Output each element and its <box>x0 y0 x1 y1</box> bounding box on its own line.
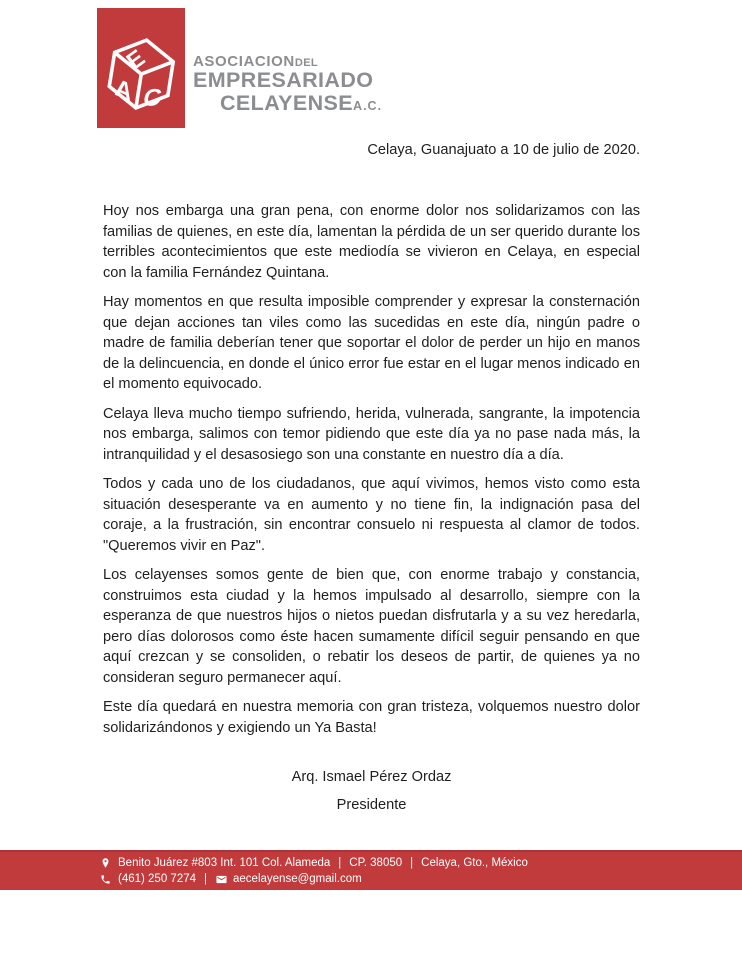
paragraph-5: Los celayenses somos gente de bien que, con enorme trabajo y constancia, construimos esta ciudad y la hemos impulsado al desarrollo, siempre con la esperanza de que nuestros hijos o nietos puedan disfrutarla y a su vez heredarla, pero días dolorosos como éste hacen sumamente difícil seguir pensando en que aquí crezcan y se consoliden, o rebatir los deseos de partir, de quienes ya no consideran seguro permanecer aquí. <box>103 567 640 686</box>
org-name-celayense: CELAYENSE <box>220 91 354 116</box>
footer-bar <box>0 850 742 890</box>
signature-title: Presidente <box>336 797 407 813</box>
location-pin-icon <box>100 856 111 870</box>
footer-phone: (461) 250 7274 <box>118 873 197 885</box>
separator: | <box>410 857 414 869</box>
cube-letter-top: E <box>121 44 150 75</box>
cube-letter-right: C <box>141 84 164 113</box>
footer-email: aecelayense@gmail.com <box>233 873 362 885</box>
cube-letter-left: A <box>113 73 134 108</box>
footer-address: Benito Juárez #803 Int. 101 Col. Alameda <box>118 857 331 869</box>
letter-body <box>103 201 640 747</box>
org-name-line3 <box>193 93 382 115</box>
footer-city: Celaya, Gto., México <box>421 857 528 869</box>
paragraph-4: Todos y cada uno de los ciudadanos, que aquí vivimos, hemos visto como esta situación desesperante va en aumento y no tiene fin, la indignación pasa del coraje, a la frustración, sin encontrar consuelo ni respuesta al clamor de todos. "Queremos vivir en Paz". <box>103 476 640 554</box>
signature-block <box>103 769 640 813</box>
footer-address-line <box>100 856 742 870</box>
date-line: Celaya, Guanajuato a 10 de julio de 2020. <box>367 142 640 158</box>
org-name <box>193 8 382 128</box>
separator: | <box>204 873 208 885</box>
org-name-line1 <box>193 54 382 69</box>
footer-contact-line <box>100 872 742 886</box>
org-name-del: DEL <box>294 57 319 69</box>
aec-cube-icon <box>102 31 180 117</box>
paragraph-6: Este día quedará en nuestra memoria con gran tristeza, volquemos nuestro dolor solidarizándonos y exigiendo un Ya Basta! <box>103 699 640 736</box>
phone-icon <box>100 874 111 885</box>
separator: | <box>338 857 342 869</box>
org-name-line2: EMPRESARIADO <box>193 68 374 93</box>
signature-name: Arq. Ismael Pérez Ordaz <box>291 769 452 785</box>
email-icon <box>215 874 228 885</box>
paragraph-1: Hoy nos embarga una gran pena, con enorme dolor nos solidarizamos con las familias de quienes, en este día, lamentan la pérdida de un ser querido durante los terribles acontecimientos que este mediodía se vivieron en Celaya, en especial con la familia Fernández Quintana. <box>103 203 640 281</box>
paragraph-3: Celaya lleva mucho tiempo sufriendo, herida, vulnerada, sangrante, la impotencia nos embarga, salimos con temor pidiendo que este día ya no pase nada más, la intranquilidad y el desasosiego son una constante en nuestro día a día. <box>103 405 640 463</box>
paragraph-2: Hay momentos en que resulta imposible comprender y expresar la consternación que dejan acciones tan viles como las sucedidas en este día, ningún padre o madre de familia deberían tener que soportar el dolor de perder un hijo en manos de la delincuencia, en donde el único error fue estar en el lugar menos indicado en el momento equivocado. <box>103 294 640 392</box>
org-name-main: ASOCIACION <box>193 53 295 70</box>
footer-postal-code: CP. 38050 <box>349 857 403 869</box>
org-name-ac: A.C. <box>353 99 383 114</box>
letterhead <box>97 8 382 128</box>
aec-logo <box>97 8 185 128</box>
